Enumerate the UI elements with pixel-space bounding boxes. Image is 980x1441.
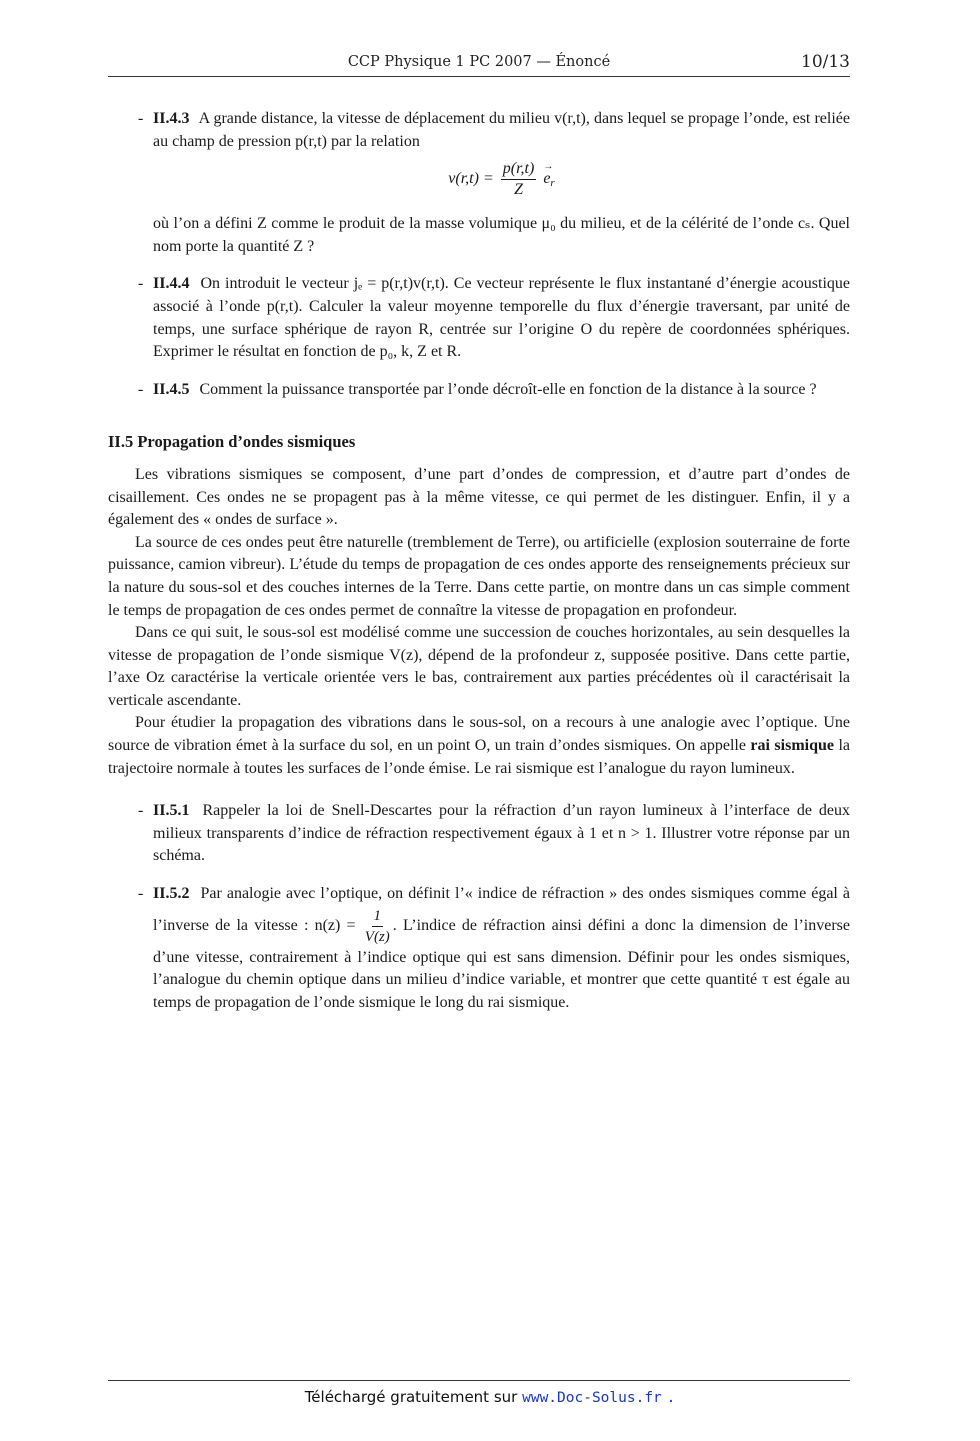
footer-divider xyxy=(108,1380,850,1381)
equation-lhs: v(r,t) = xyxy=(448,170,494,188)
question-ii-5-1: - II.5.1 Rappeler la loi de Snell-Descartes pour la réfraction d’un rayon lumineux à l’interface de deux milieux transparents d’indice de réfraction respectivement égaux à 1 et n > 1. Illustrer votre réponse par un schéma. xyxy=(138,802,851,865)
question-text-continued: . L’indice de réfraction ainsi défini a donc la dimension de l’inverse d’une vitesse, contrairement à l’indice optique qui est sans dimension. Définir pour les ondes sismiques, l’analogue du chemin optique dans un milieu d’indice variable, et montrer que cette quantité τ est égale au temps de propagation de l’onde sismique le long du rai sismique. xyxy=(153,916,851,1011)
unit-vector: → e xyxy=(543,168,550,191)
velocity-equation xyxy=(153,159,850,205)
question-text: A grande distance, la vitesse de déplacement du milieu v(r,t), dans lequel se propage l’onde, est reliée au champ de pression p(r,t) par la relation xyxy=(153,110,850,150)
question-text: Comment la puissance transportée par l’onde décroît-elle en fonction de la distance à la source ? xyxy=(199,380,817,398)
paragraph-2: La source de ces ondes peut être naturelle (tremblement de Terre), ou artificielle (explosion souterraine de forte puissance, camion vibreur). L’étude du temps de propagation de ces ondes apporte des renseignements précieux sur la nature du sous-sol et des couches internes de la Terre. Dans cette partie, on montre dans un cas simple comment le temps de propagation de ces ondes permet de connaître la vitesse de propagation en profondeur. xyxy=(108,533,850,619)
question-id: II.4.3 xyxy=(153,110,190,127)
page-number: 10/13 xyxy=(801,52,850,72)
paragraph-4: Pour étudier la propagation des vibrations dans le sous-sol, on a recours à une analogie avec l’optique. Une source de vibration émet à la surface du sol, en un point O, un train d’ondes sismiques. On appelle rai sismique la trajectoire normale à toutes les surfaces de l’onde émise. Le rai sismique est l’analogue du rayon lumineux. xyxy=(108,714,851,777)
question-ii-4-3: - II.4.3 A grande distance, la vitesse de déplacement du milieu v(r,t), dans lequel se propage l’onde, est reliée au champ de pression p(r,t) par la relation v(r,t) = $\frac{p(r,t)}{Z}$ → $e_r$ où l’on a défini Z comme le produit de la masse volumique μ₀ du milieu, et de la célérité de l’onde cₛ. Quel nom porte la quantité Z ? xyxy=(108,108,850,258)
page-header xyxy=(108,52,850,77)
header-title: CCP Physique 1 PC 2007 — Énoncé xyxy=(347,54,611,70)
question-text-continued: où l’on a défini Z comme le produit de la masse volumique μ₀ du milieu, et de la célérité de l’onde cₛ. Quel nom porte la quantité Z ? xyxy=(153,215,850,255)
question-id: II.5.2 xyxy=(153,885,190,903)
question-text: On introduit le vecteur jₑ = p(r,t)v(r,t). Ce vecteur représente le flux instantané d’énergie acoustique associé à l’onde p(r,t). Calculer la valeur moyenne temporelle du flux d’énergie traversant, par unité de temps, une surface sphérique de rayon R, centrée sur l’origine O du repère de coordonnées sphériques. Exprimer le résultat en fonction de p₀, k, Z et R. xyxy=(153,275,851,361)
fraction-numerator: 1 xyxy=(372,906,384,927)
question-ii-5-2: - II.5.2 Par analogie avec l’optique, on définit l’« indice de réfraction » des ondes sismiques comme égal à l’inverse de la vitesse : n(z) = $\frac{1}{V(z)}$ . L’indice de réfraction ainsi défini a donc la dimension de l’inverse d’une vitesse, contrairement à l’indice optique qui est sans dimension. Définir pour les ondes sismiques, l’analogue du chemin optique dans un milieu d’indice variable, et montrer que cette quantité τ est égale au temps de propagation de l’onde sismique le long du rai sismique. xyxy=(138,885,851,1011)
fraction-denominator: V(z) xyxy=(364,928,390,945)
question-ii-4-4: - II.4.4 On introduit le vecteur jₑ = p(r,t)v(r,t). Ce vecteur représente le flux instantané d’énergie acoustique associé à l’onde p(r,t). Calculer la valeur moyenne temporelle du flux d’énergie traversant, par unité de temps, une surface sphérique de rayon R, centrée sur l’origine O du repère de coordonnées sphériques. Exprimer le résultat en fonction de p₀, k, Z et R. xyxy=(138,275,851,361)
fraction-numerator: p(r,t) xyxy=(501,159,537,180)
paragraph-3: Dans ce qui suit, le sous-sol est modélisé comme une succession de couches horizontales, au sein desquelles la vitesse de propagation de l’onde sismique V(z), dépend de la profondeur z, supposée positive. Dans cette partie, l’axe Oz caractérise la verticale orientée vers le bas, contrairement aux parties précédentes où il caractérisait la verticale ascendante. xyxy=(108,624,850,709)
section-title: II.5 Propagation d’ondes sismiques xyxy=(108,432,356,452)
page-footer: Téléchargé gratuitement sur www.Doc-Solus.fr . xyxy=(304,1388,676,1406)
question-id: II.4.4 xyxy=(153,275,190,293)
page-content xyxy=(108,108,850,1029)
paragraph-1: Les vibrations sismiques se composent, d’une part d’ondes de compression, et d’autre part d’ondes de cisaillement. Ces ondes ne se propagent pas à la même vitesse, ce qui permet de les distinguer. Enfin, il y a également des « ondes de surface ». xyxy=(108,465,850,529)
fraction-denominator: Z xyxy=(514,181,523,199)
question-id: II.4.5 xyxy=(153,380,190,398)
bold-term: rai sismique xyxy=(750,737,834,755)
question-text: Par analogie avec l’optique, on définit l’« indice de réfraction » des ondes sismiques comme égal à l’inverse de la vitesse : n(z) = xyxy=(153,885,851,934)
footer-text: Téléchargé gratuitement sur xyxy=(304,1388,518,1406)
question-ii-4-5: - II.4.5 Comment la puissance transportée par l’onde décroît-elle en fonction de la distance à la source ? xyxy=(138,380,817,398)
question-text: Rappeler la loi de Snell-Descartes pour la réfraction d’un rayon lumineux à l’interface de deux milieux transparents d’indice de réfraction respectivement égaux à 1 et n > 1. Illustrer votre réponse par un schéma. xyxy=(153,802,851,865)
index-fraction xyxy=(365,906,390,947)
unit-vector-subscript: r xyxy=(550,177,555,190)
question-id: II.5.1 xyxy=(153,802,190,820)
footer-link[interactable]: www.Doc-Solus.fr xyxy=(522,1390,662,1406)
equation-fraction xyxy=(501,159,537,200)
